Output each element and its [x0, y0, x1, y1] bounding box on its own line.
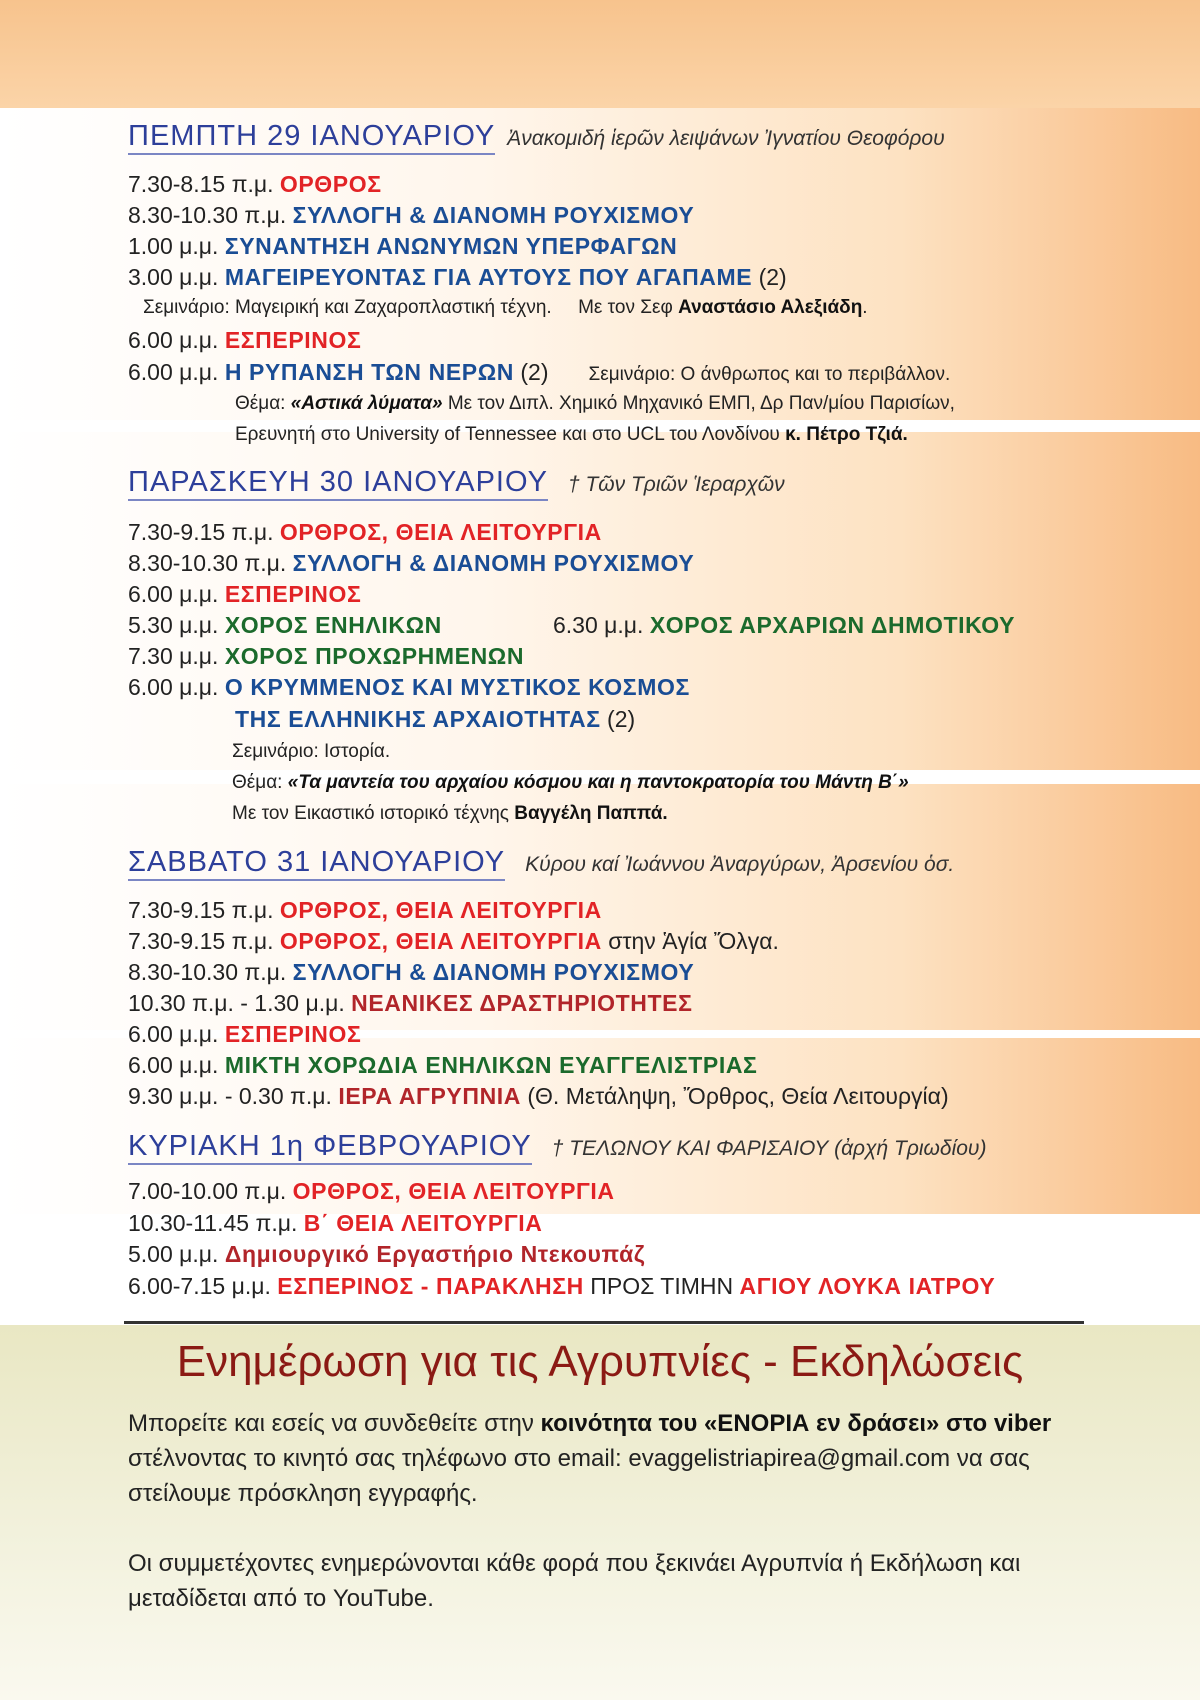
day-name: ΠΕΜΠΤΗ 29 ΙΑΝΟΥΑΡΙΟΥ — [128, 120, 495, 155]
event-name: ΝΕΑΝΙΚΕΣ ΔΡΑΣΤΗΡΙΟΤΗΤΕΣ — [351, 990, 693, 1016]
feast-name: Κύρου καί Ἰωάννου Ἀναργύρων, Ἀρσενίου ὁσ. — [525, 853, 955, 876]
schedule-line: 6.30 μ.μ. ΧΟΡΟΣ ΑΡΧΑΡΙΩΝ ΔΗΜΟΤΙΚΟΥ — [553, 612, 1016, 638]
event-name: ΜΑΓΕΙΡΕΥΟΝΤΑΣ ΓΙΑ ΑΥΤΟΥΣ ΠΟΥ ΑΓΑΠΑΜΕ — [224, 264, 753, 290]
seminar-line: Σεμινάριο: Μαγειρική και Ζαχαροπλαστική τέχνη. Με τον Σεφ Αναστάσιο Αλεξιάδη. — [143, 297, 868, 318]
day-name: ΚΥΡΙΑΚΗ 1η ΦΕΒΡΟΥΑΡΙΟΥ — [128, 1130, 532, 1165]
feast-name: † Τῶν Τριῶν Ἱεραρχῶν — [567, 473, 785, 496]
divider — [124, 1321, 1084, 1324]
day-heading-friday — [128, 466, 785, 499]
event-name: ΜΙΚΤΗ ΧΟΡΩΔΙΑ ΕΝΗΛΙΚΩΝ ΕΥΑΓΓΕΛΙΣΤΡΙΑΣ — [224, 1052, 758, 1078]
event-name: ΑΓΙΟΥ ΛΟΥΚΑ ΙΑΤΡΟΥ — [739, 1273, 996, 1299]
schedule-line: 5.30 μ.μ. ΧΟΡΟΣ ΕΝΗΛΙΚΩΝ — [128, 612, 442, 638]
schedule-line: 6.00 μ.μ. ΕΣΠΕΡΙΝΟΣ — [128, 327, 362, 353]
seminar-line: Ερευνητή στο University of Tennessee και στο UCL του Λονδίνου κ. Πέτρο Τζιά. — [235, 424, 908, 445]
day-heading-saturday — [128, 846, 954, 879]
feast-name: † ΤΕΛΩΝΟΥ ΚΑΙ ΦΑΡΙΣΑΙΟΥ (ἀρχή Τριωδίου) — [551, 1137, 987, 1160]
event-name: ΧΟΡΟΣ ΠΡΟΧΩΡΗΜΕΝΩΝ — [224, 643, 525, 669]
schedule-line: 7.00-10.00 π.μ. ΟΡΘΡΟΣ, ΘΕΙΑ ΛΕΙΤΟΥΡΓΙΑ — [128, 1178, 615, 1204]
event-name: ΟΡΘΡΟΣ, ΘΕΙΑ ΛΕΙΤΟΥΡΓΙΑ — [279, 519, 602, 545]
schedule-line: 8.30-10.30 π.μ. ΣΥΛΛΟΓΗ & ΔΙΑΝΟΜΗ ΡΟΥΧΙΣΜΟΥ — [128, 202, 695, 228]
schedule-line: 7.30-9.15 π.μ. ΟΡΘΡΟΣ, ΘΕΙΑ ΛΕΙΤΟΥΡΓΙΑ — [128, 519, 602, 545]
seminar-line: Θέμα: «Αστικά λύματα» Με τον Διπλ. Χημικό Μηχανικό ΕΜΠ, Δρ Παν/μίου Παρισίων, — [235, 393, 955, 414]
event-name: ΣΥΛΛΟΓΗ & ΔΙΑΝΟΜΗ ΡΟΥΧΙΣΜΟΥ — [292, 959, 695, 985]
event-name: Ο ΚΡΥΜΜΕΝΟΣ ΚΑΙ ΜΥΣΤΙΚΟΣ ΚΟΣΜΟΣ — [224, 674, 690, 700]
schedule-line: 3.00 μ.μ. ΜΑΓΕΙΡΕΥΟΝΤΑΣ ΓΙΑ ΑΥΤΟΥΣ ΠΟΥ ΑΓΑΠΑΜΕ (2) — [128, 264, 787, 290]
day-heading-thursday — [128, 120, 945, 153]
event-name: ΣΥΛΛΟΓΗ & ΔΙΑΝΟΜΗ ΡΟΥΧΙΣΜΟΥ — [292, 550, 695, 576]
event-name: ΣΥΝΑΝΤΗΣΗ ΑΝΩΝΥΜΩΝ ΥΠΕΡΦΑΓΩΝ — [224, 233, 678, 259]
seminar-line: Σεμινάριο: Ιστορία. — [232, 741, 391, 762]
event-name: Δημιουργικό Εργαστήριο Ντεκουπάζ — [224, 1241, 646, 1267]
schedule-line: 9.30 μ.μ. - 0.30 π.μ. ΙΕΡΑ ΑΓΡΥΠΝΙΑ (Θ. Μετάληψη, Ὄρθρος, Θεία Λειτουργία) — [128, 1083, 949, 1109]
seminar-line: Με τον Εικαστικό ιστορικό τέχνης Βαγγέλη Παππά. — [232, 803, 668, 824]
event-name: ΕΣΠΕΡΙΝΟΣ — [224, 581, 362, 607]
event-name: ΟΡΘΡΟΣ, ΘΕΙΑ ΛΕΙΤΟΥΡΓΙΑ — [279, 897, 602, 923]
info-heading: Ενημέρωση για τις Αγρυπνίες - Εκδηλώσεις — [176, 1337, 1024, 1386]
day-name: ΣΑΒΒΑΤΟ 31 ΙΑΝΟΥΑΡΙΟΥ — [128, 846, 505, 881]
seminar-line: Θέμα: «Τα μαντεία του αρχαίου κόσμου και η παντοκρατορία του Μάντη Β΄» — [232, 772, 909, 793]
schedule-line: 8.30-10.30 π.μ. ΣΥΛΛΟΓΗ & ΔΙΑΝΟΜΗ ΡΟΥΧΙΣΜΟΥ — [128, 550, 695, 576]
schedule-line: 7.30 μ.μ. ΧΟΡΟΣ ΠΡΟΧΩΡΗΜΕΝΩΝ — [128, 643, 525, 669]
schedule-line: 7.30-9.15 π.μ. ΟΡΘΡΟΣ, ΘΕΙΑ ΛΕΙΤΟΥΡΓΙΑ στην Ἁγία Ὄλγα. — [128, 928, 779, 954]
event-name: Β΄ ΘΕΙΑ ΛΕΙΤΟΥΡΓΙΑ — [303, 1210, 543, 1236]
event-name: ΕΣΠΕΡΙΝΟΣ - ΠΑΡΑΚΛΗΣΗ — [277, 1273, 584, 1299]
schedule-line: 5.00 μ.μ. Δημιουργικό Εργαστήριο Ντεκουπάζ — [128, 1241, 646, 1267]
event-name: ΟΡΘΡΟΣ — [279, 171, 382, 197]
event-name: Η ΡΥΠΑΝΣΗ ΤΩΝ ΝΕΡΩΝ — [224, 359, 514, 385]
schedule-line: 10.30-11.45 π.μ. Β΄ ΘΕΙΑ ΛΕΙΤΟΥΡΓΙΑ — [128, 1210, 543, 1236]
schedule-line: 6.00 μ.μ. Η ΡΥΠΑΝΣΗ ΤΩΝ ΝΕΡΩΝ (2) Σεμινάριο: Ο άνθρωπος και το περιβάλλον. — [128, 359, 951, 385]
event-name: ΧΟΡΟΣ ΑΡΧΑΡΙΩΝ ΔΗΜΟΤΙΚΟΥ — [649, 612, 1016, 638]
info-paragraph: Οι συμμετέχοντες ενημερώνονται κάθε φορά που ξεκινάει Αγρυπνία ή Εκδήλωση και μεταδίδεται από το YouTube. — [128, 1550, 1021, 1612]
schedule-line: 6.00 μ.μ. ΕΣΠΕΡΙΝΟΣ — [128, 581, 362, 607]
schedule-line: 6.00 μ.μ. ΜΙΚΤΗ ΧΟΡΩΔΙΑ ΕΝΗΛΙΚΩΝ ΕΥΑΓΓΕΛΙΣΤΡΙΑΣ — [128, 1052, 758, 1078]
event-name: ΤΗΣ ΕΛΛΗΝΙΚΗΣ ΑΡΧΑΙΟΤΗΤΑΣ — [235, 706, 601, 732]
schedule-line: 1.00 μ.μ. ΣΥΝΑΝΤΗΣΗ ΑΝΩΝΥΜΩΝ ΥΠΕΡΦΑΓΩΝ — [128, 233, 678, 259]
day-heading-sunday — [128, 1130, 986, 1163]
top-band — [0, 0, 1200, 108]
event-name: ΧΟΡΟΣ ΕΝΗΛΙΚΩΝ — [224, 612, 442, 638]
event-name: ΙΕΡΑ ΑΓΡΥΠΝΙΑ — [338, 1083, 521, 1109]
event-name: ΟΡΘΡΟΣ, ΘΕΙΑ ΛΕΙΤΟΥΡΓΙΑ — [279, 928, 602, 954]
schedule-line: 10.30 π.μ. - 1.30 μ.μ. ΝΕΑΝΙΚΕΣ ΔΡΑΣΤΗΡΙΟΤΗΤΕΣ — [128, 990, 693, 1016]
schedule-line: 8.30-10.30 π.μ. ΣΥΛΛΟΓΗ & ΔΙΑΝΟΜΗ ΡΟΥΧΙΣΜΟΥ — [128, 959, 695, 985]
schedule-line: 7.30-9.15 π.μ. ΟΡΘΡΟΣ, ΘΕΙΑ ΛΕΙΤΟΥΡΓΙΑ — [128, 897, 602, 923]
event-name: ΕΣΠΕΡΙΝΟΣ — [224, 327, 362, 353]
event-name: ΕΣΠΕΡΙΝΟΣ — [224, 1021, 362, 1047]
schedule-line: 6.00 μ.μ. ΕΣΠΕΡΙΝΟΣ — [128, 1021, 362, 1047]
feast-name: Ἀνακομιδή ἱερῶν λειψάνων Ἰγνατίου Θεοφόρου — [507, 127, 945, 150]
event-name: ΟΡΘΡΟΣ, ΘΕΙΑ ΛΕΙΤΟΥΡΓΙΑ — [292, 1178, 615, 1204]
schedule-line: 6.00 μ.μ. Ο ΚΡΥΜΜΕΝΟΣ ΚΑΙ ΜΥΣΤΙΚΟΣ ΚΟΣΜΟΣ — [128, 674, 690, 700]
schedule-line: 7.30-8.15 π.μ. ΟΡΘΡΟΣ — [128, 171, 382, 197]
schedule-line: ΤΗΣ ΕΛΛΗΝΙΚΗΣ ΑΡΧΑΙΟΤΗΤΑΣ (2) — [235, 706, 636, 732]
schedule-line: 6.00-7.15 μ.μ. ΕΣΠΕΡΙΝΟΣ - ΠΑΡΑΚΛΗΣΗ ΠΡΟΣ ΤΙΜΗΝ ΑΓΙΟΥ ΛΟΥΚΑ ΙΑΤΡΟΥ — [128, 1273, 996, 1299]
day-name: ΠΑΡΑΣΚΕΥΗ 30 ΙΑΝΟΥΑΡΙΟΥ — [128, 466, 548, 501]
event-name: ΣΥΛΛΟΓΗ & ΔΙΑΝΟΜΗ ΡΟΥΧΙΣΜΟΥ — [292, 202, 695, 228]
info-paragraph: Μπορείτε και εσείς να συνδεθείτε στην κοινότητα του «ΕΝΟΡΙΑ εν δράσει» στο viber στέλνοντας το κινητό σας τηλέφωνο στο email: evaggelistriapirea@gmail.com να σας στείλουμε πρόσκληση εγγραφής. — [128, 1410, 1052, 1507]
